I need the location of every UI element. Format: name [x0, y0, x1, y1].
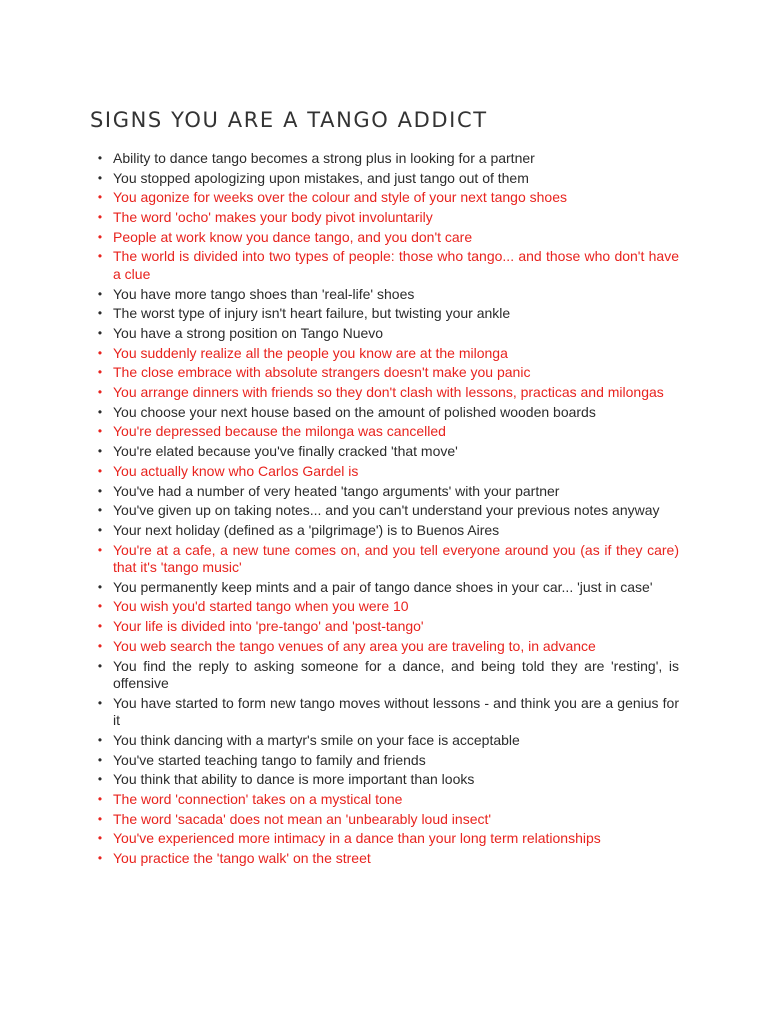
list-item-text: You have more tango shoes than 'real-life' shoes: [113, 285, 415, 302]
list-item: [97, 403, 679, 422]
bullet-icon: •: [97, 190, 103, 205]
list-item: [97, 637, 679, 656]
list-item: [97, 521, 679, 540]
list-item-text: Your life is divided into 'pre-tango' and 'post-tango': [113, 618, 424, 635]
list-item-text: You suddenly realize all the people you know are at the milonga: [113, 344, 508, 361]
bullet-icon: •: [97, 619, 103, 634]
list-item: [97, 751, 679, 770]
list-item-text: You find the reply to asking someone for a dance, and being told they are 'resting', is offensive: [113, 657, 679, 691]
list-item: [97, 384, 679, 402]
list-item: [97, 443, 679, 461]
list-item: [97, 771, 679, 789]
bullet-icon: •: [97, 424, 103, 439]
list-item: [97, 150, 679, 168]
list-item: [97, 169, 679, 188]
list-item-text: The world is divided into two types of people: those who tango... and those who don't have a clue: [113, 248, 679, 282]
bullet-icon: •: [97, 229, 103, 244]
list-item: [97, 850, 679, 868]
bullet-icon: •: [97, 695, 103, 710]
list-item: [97, 810, 679, 829]
bullet-icon: •: [97, 404, 103, 419]
list-item: [97, 618, 679, 636]
document-title: SIGNS YOU ARE A TANGO ADDICT: [90, 108, 488, 132]
list-item-text: The word 'connection' takes on a mystical tone: [113, 790, 403, 807]
list-item-text: You're elated because you've finally cracked 'that move': [113, 443, 458, 460]
list-item-text: You wish you'd started tango when you were 10: [113, 598, 409, 615]
bullet-icon: •: [97, 599, 103, 614]
bullet-icon: •: [97, 811, 103, 826]
list-item-text: The close embrace with absolute strangers doesn't make you panic: [113, 364, 531, 381]
bullet-icon: •: [97, 170, 103, 185]
list-item-text: You think that ability to dance is more important than looks: [113, 771, 475, 788]
list-item-text: The word 'ocho' makes your body pivot involuntarily: [113, 209, 433, 226]
list-item: [97, 694, 679, 730]
bullet-icon: •: [97, 522, 103, 537]
list-item-text: You web search the tango venues of any area you are traveling to, in advance: [113, 637, 596, 654]
list-item-text: You've started teaching tango to family and friends: [113, 751, 426, 768]
list-item: [97, 502, 679, 520]
bullet-icon: •: [97, 385, 103, 400]
list-item-text: The worst type of injury isn't heart failure, but twisting your ankle: [113, 305, 511, 322]
list-item-text: You choose your next house based on the amount of polished wooden boards: [113, 403, 596, 420]
list-item: [97, 790, 679, 809]
list-item-text: You're at a cafe, a new tune comes on, and you tell everyone around you (as if they care) that it's 'tango music': [113, 541, 679, 576]
bullet-icon: •: [97, 579, 103, 594]
bullet-icon: •: [97, 444, 103, 459]
list-item: [97, 657, 679, 693]
bullet-icon: •: [97, 542, 103, 557]
bullet-icon: •: [97, 249, 103, 264]
list-item: [97, 305, 679, 323]
list-item-text: Your next holiday (defined as a 'pilgrimage') is to Buenos Aires: [113, 521, 500, 538]
list-item: [97, 462, 679, 481]
list-item-text: People at work know you dance tango, and you don't care: [113, 228, 473, 245]
bullet-icon: •: [97, 286, 103, 301]
list-item-text: Ability to dance tango becomes a strong plus in looking for a partner: [113, 150, 535, 166]
list-item: [97, 598, 679, 616]
bullet-icon: •: [97, 463, 103, 478]
list-item-text: You agonize for weeks over the colour and style of your next tango shoes: [113, 189, 567, 206]
list-item: [97, 325, 679, 343]
bullet-icon: •: [97, 326, 103, 340]
bullet-icon: •: [97, 772, 103, 787]
bullet-icon: •: [97, 345, 103, 360]
signs-list: [97, 150, 679, 870]
list-item: [97, 209, 679, 227]
list-item: [97, 344, 679, 363]
list-item: [97, 189, 679, 207]
bullet-icon: •: [97, 791, 103, 806]
list-item: [97, 578, 679, 597]
bullet-icon: •: [97, 210, 103, 225]
list-item-text: You actually know who Carlos Gardel is: [113, 462, 359, 479]
list-item-text: You have a strong position on Tango Nuevo: [113, 325, 384, 341]
list-item-text: You're depressed because the milonga was cancelled: [113, 423, 446, 440]
bullet-icon: •: [97, 638, 103, 653]
list-item: [97, 285, 679, 304]
bullet-icon: •: [97, 151, 103, 165]
list-item-text: You permanently keep mints and a pair of tango dance shoes in your car... 'just in case': [113, 578, 653, 595]
bullet-icon: •: [97, 732, 103, 747]
bullet-icon: •: [97, 851, 103, 865]
list-item-text: You practice the 'tango walk' on the street: [113, 850, 371, 866]
bullet-icon: •: [97, 752, 103, 767]
list-item: [97, 248, 679, 283]
bullet-icon: •: [97, 483, 103, 498]
list-item-text: You stopped apologizing upon mistakes, and just tango out of them: [113, 169, 529, 186]
list-item: [97, 830, 679, 848]
bullet-icon: •: [97, 658, 103, 673]
list-item-text: You arrange dinners with friends so they don't clash with lessons, practicas and milongas: [113, 384, 664, 401]
list-item-text: The word 'sacada' does not mean an 'unbearably loud insect': [113, 810, 492, 827]
list-item-text: You've had a number of very heated 'tango arguments' with your partner: [113, 482, 560, 499]
bullet-icon: •: [97, 503, 103, 518]
list-item: [97, 482, 679, 501]
list-item-text: You've experienced more intimacy in a dance than your long term relationships: [113, 830, 601, 847]
list-item: [97, 423, 679, 441]
bullet-icon: •: [97, 365, 103, 380]
list-item-text: You have started to form new tango moves without lessons - and think you are a genius for it: [113, 694, 679, 729]
list-item: [97, 541, 679, 577]
list-item: [97, 731, 679, 750]
bullet-icon: •: [97, 831, 103, 846]
list-item-text: You've given up on taking notes... and you can't understand your previous notes anyway: [113, 502, 660, 519]
list-item: [97, 364, 679, 382]
list-item-text: You think dancing with a martyr's smile on your face is acceptable: [113, 731, 520, 748]
list-item: [97, 228, 679, 247]
bullet-icon: •: [97, 306, 103, 321]
